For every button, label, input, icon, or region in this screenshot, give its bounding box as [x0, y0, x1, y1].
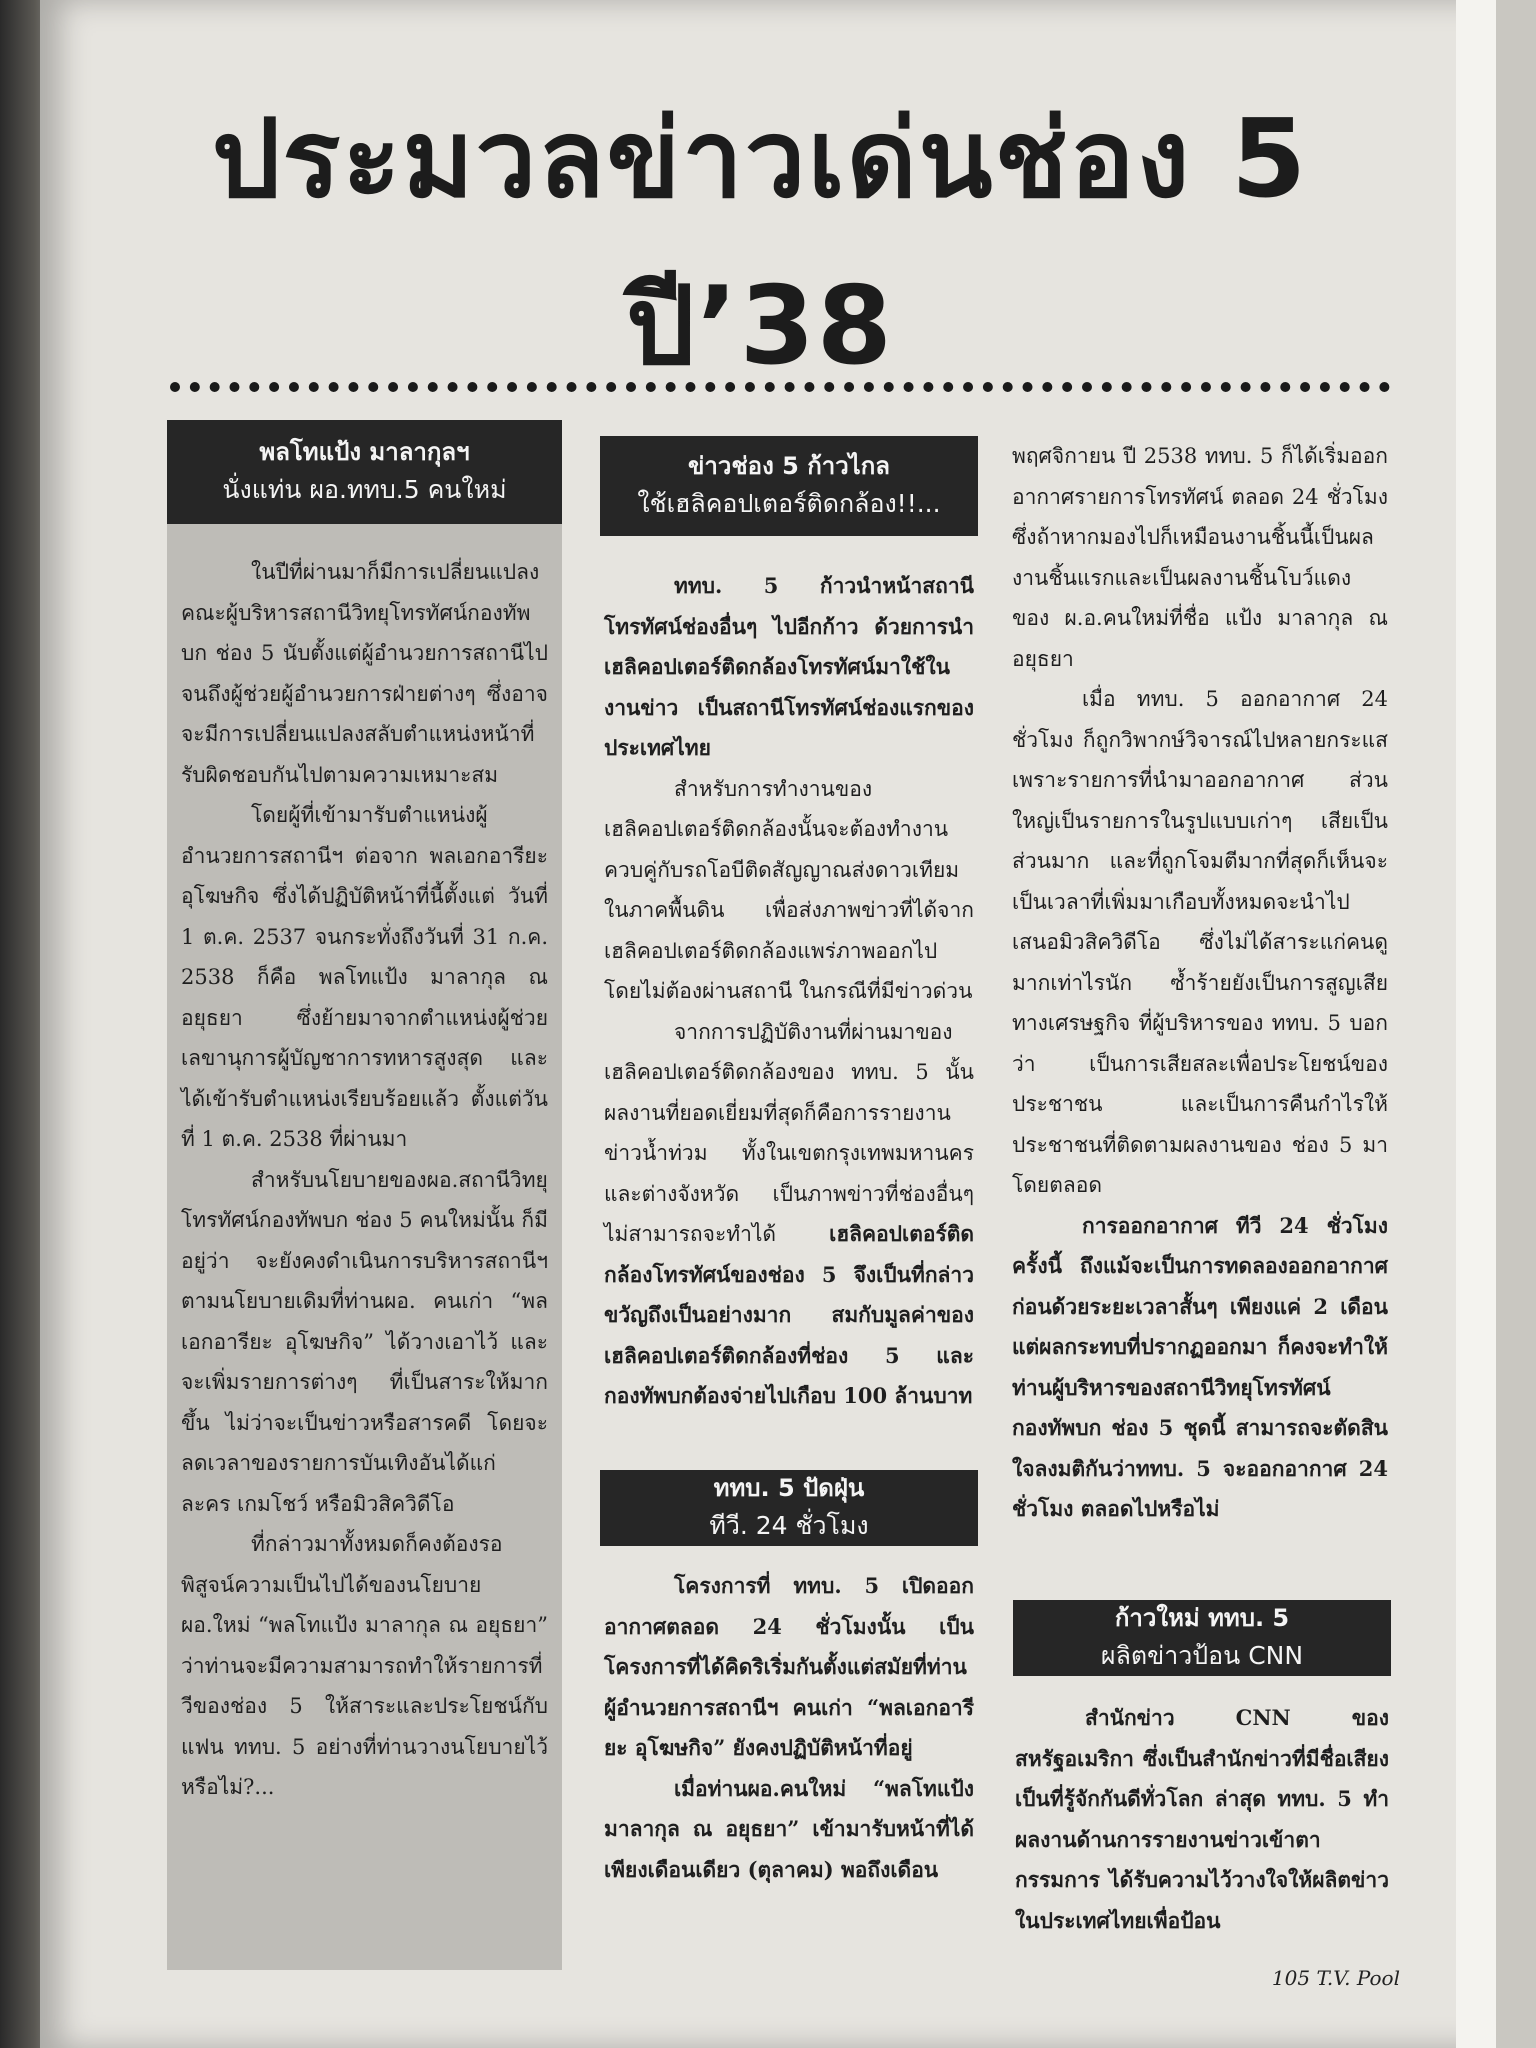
- headline-line-1: ประมวลข่าวเด่นช่อง 5: [211, 97, 1309, 222]
- column-2-paragraph: สำหรับการทำงานของเฮลิคอปเตอร์ติดกล้องนั้นจะต้องทำงานควบคู่กับรถโอบีติดสัญญาณส่งดาวเทียมในภาคพื้นดิน เพื่อส่งภาพข่าวที่ได้จากเฮลิคอปเตอร์ติดกล้องแพร่ภาพออกไปโดยไม่ต้องผ่านสถานี ในกรณีที่มีข่าวด่วน: [604, 776, 974, 1003]
- section-24-hours-subheading: ทีวี. 24 ชั่วโมง: [709, 1511, 869, 1540]
- column-1-paragraph: ที่กล่าวมาทั้งหมดก็คงต้องรอพิสูจน์ความเป็นไปได้ของนโยบายผอ.ใหม่ “พลโทแป้ง มาลากุล ณ อยุธยา” ว่าท่านจะมีความสามารถทำให้รายการที่วีของช่อง 5 ให้สาระและประโยชน์กับแฟน ททบ. 5 อย่างที่ท่านวางนโยบายไว้หรือไม่?...: [181, 1532, 548, 1799]
- column-1-box: [167, 420, 562, 1970]
- section-24-hours-header: [600, 1470, 978, 1546]
- section-24-hours-text-cont: เป็นโครงการที่ได้คิดริเริ่มกันตั้งแต่สมัยที่ท่านผู้อำนวยการสถานีฯ คนเก่า “พลเอกอารียะ อุโฆษกิจ” ยังคงปฏิบัติหน้าที่อยู่: [604, 1613, 974, 1760]
- column-2-lead-paragraph: ททบ. 5 ก้าวนำหน้าสถานีโทรทัศน์ช่องอื่นๆ ไปอีกก้าว ด้วยการนำเฮลิคอปเตอร์ติดกล้องโทรทัศน์มาใช้ในงานข่าว เป็นสถานีโทรทัศน์ช่องแรกของประเทศไทย: [604, 573, 974, 760]
- column-1-paragraph: สำหรับนโยบายของผอ.สถานีวิทยุโทรทัศน์กองทัพบก ช่อง 5 คนใหม่นั้น ก็มีอยู่ว่า จะยังคงดำเนินการบริหารสถานีฯ ตามนโยบายเดิมที่ท่านผอ. คนเก่า “พลเอกอารียะ อุโฆษกิจ” ได้วางเอาไว้ และจะเพิ่มรายการต่างๆ ที่เป็นสาระให้มากขึ้น ไม่ว่าจะเป็นข่าวหรือสารคดี โดยจะลดเวลาของรายการบันเทิงอันได้แก่ ละคร เกมโชว์ หรือมิวสิควิดีโอ: [181, 1167, 548, 1516]
- headline-line-2: ปี’38: [626, 264, 894, 389]
- column-1-body: [167, 524, 562, 1808]
- column-1-paragraph: ในปีที่ผ่านมาก็มีการเปลี่ยนแปลงคณะผู้บริหารสถานีวิทยุโทรทัศน์กองทัพบก ช่อง 5 นับตั้งแต่ผู้อำนวยการสถานีไปจนถึงผู้ช่วยผู้อำนวยการฝ่ายต่างๆ ซึ่งอาจจะมีการเปลี่ยนแปลงสลับตำแหน่งหน้าที่รับผิดชอบกันไปตามความเหมาะสม: [181, 560, 548, 787]
- section-24-hours-text: โครงการที่ ททบ. 5 เปิดออกอากาศตลอด 24 ชั่วโมงนั้น: [604, 1573, 974, 1639]
- column-2-heading: ข่าวช่อง 5 ก้าวไกล: [688, 452, 890, 480]
- column-3-paragraph: พฤศจิกายน ปี 2538 ททบ. 5 ก็ได้เริ่มออกอากาศรายการโทรทัศน์ ตลอด 24 ชั่วโมง ซึ่งถ้าหากมองไปก็เหมือนงานชิ้นนี้เป็นผลงานชิ้นแรกและเป็นผลงานชิ้นโบว์แดงของ ผ.อ.คนใหม่ที่ชื่อ แป้ง มาลากุล ณ อยุธยา: [1012, 444, 1388, 671]
- column-3-paragraph: การออกอากาศ ทีวี 24 ชั่วโมง ครั้งนี้ ถึงแม้จะเป็นการทดลองออกอากาศก่อนด้วยระยะเวลาสั้นๆ เพียงแค่ 2 เดือน แต่ผลกระทบที่ปรากฏออกมา ก็คงจะทำให้ท่านผู้บริหารของสถานีวิทยุโทรทัศน์กองทัพบก ช่อง 5 ชุดนี้ สามารถจะตัดสินใจลงมติกันว่าททบ. 5 จะออกอากาศ 24 ชั่วโมง ตลอดไปหรือไม่: [1012, 1212, 1388, 1521]
- section-cnn-subheading: ผลิตข่าวป้อน CNN: [1100, 1641, 1304, 1670]
- section-cnn-header: [1013, 1600, 1391, 1676]
- dotted-divider: [170, 382, 1390, 392]
- section-cnn-body: [1013, 1676, 1391, 1941]
- column-2-subheading: ใช้เฮลิคอปเตอร์ติดกล้อง!!...: [637, 489, 941, 518]
- column-2: [600, 436, 978, 1417]
- section-24-hours-paragraph: เมื่อท่านผอ.คนใหม่ “พลโทแป้ง มาลากุล ณ อยุธยา” เข้ามารับหน้าที่ได้เพียงเดือนเดียว (ตุลาคม) พอถึงเดือน: [604, 1775, 974, 1882]
- column-1-heading: พลโทแป้ง มาลากุลฯ: [259, 438, 470, 466]
- column-3-body: [1010, 436, 1390, 1530]
- column-1-subheading: นั่งแท่น ผอ.ททบ.5 คนใหม่: [222, 475, 507, 504]
- column-3: [1010, 436, 1390, 1530]
- section-24-hours-body: [600, 1546, 978, 1890]
- section-24-hours: [600, 1470, 978, 1890]
- section-cnn-heading: ก้าวใหม่ ททบ. 5: [1114, 1604, 1290, 1632]
- page-number: 105 T.V. Pool: [1271, 1966, 1400, 1990]
- column-2-paragraph-text: จากการปฏิบัติงานที่ผ่านมาของเฮลิคอปเตอร์ติดกล้องของ ททบ. 5 นั้น ผลงานที่ยอดเยี่ยมที่สุดก็คือการรายงานข่าวน้ำท่วม ทั้งในเขตกรุงเทพมหานคร และต่างจังหวัด เป็นภาพข่าวที่ช่องอื่นๆ ไม่สามารถจะทำได้: [604, 1019, 974, 1246]
- page-edge: [1456, 0, 1496, 2048]
- column-3-paragraph: เมื่อ ททบ. 5 ออกอากาศ 24 ชั่วโมง ก็ถูกวิพากษ์วิจารณ์ไปหลายกระแส เพราะรายการที่นำมาออกอากาศ ส่วนใหญ่เป็นรายการในรูปแบบเก่าๆ เสียเป็นส่วนมาก และที่ถูกโจมตีมากที่สุดก็เห็นจะเป็นเวลาที่เพิ่มมาเกือบทั้งหมดจะนำไปเสนอมิวสิควิดีโอ ซึ่งไม่ได้สาระแก่คนดูมากเท่าไรนัก ซ้ำร้ายยังเป็นการสูญเสียทางเศรษฐกิจ ที่ผู้บริหารของ ททบ. 5 บอกว่า เป็นการเสียสละเพื่อประโยชน์ของประชาชน และเป็นการคืนกำไรให้ประชาชนที่ติดตามผลงานของ ช่อง 5 มาโดยตลอด: [1012, 687, 1388, 1197]
- column-2-paragraph-bold: เฮลิคอปเตอร์ติดกล้องโทรทัศน์ของช่อง 5 จึงเป็นที่กล่าวขวัญถึงเป็นอย่างมาก สมกับมูลค่าของเฮลิคอปเตอร์ติดกล้องที่ช่อง 5 และกองทัพบกต้องจ่ายไปเกือบ 100 ล้านบาท: [604, 1221, 974, 1408]
- section-cnn-paragraph: สำนักข่าว CNN ของสหรัฐอเมริกา ซึ่งเป็นสำนักข่าวที่มีชื่อเสียงเป็นที่รู้จักกันดีทั่วโลก ล่าสุด ททบ. 5 ทำผลงานด้านการรายงานข่าวเข้าตากรรมการ ได้รับความไว้วางใจให้ผลิตข่าวในประเทศไทยเพื่อป้อน: [1015, 1705, 1389, 1933]
- column-1-header: [167, 420, 562, 524]
- section-24-hours-paragraph: [604, 1566, 974, 1769]
- column-2-paragraph: [604, 1012, 974, 1417]
- column-1-paragraph: โดยผู้ที่เข้ามารับตำแหน่งผู้อำนวยการสถานีฯ ต่อจาก พลเอกอารียะ อุโฆษกิจ ซึ่งได้ปฏิบัติหน้าที่นี้ตั้งแต่ วันที่ 1 ต.ค. 2537 จนกระทั่งถึงวันที่ 31 ก.ค. 2538 ก็คือ พลโทแป้ง มาลากุล ณ อยุธยา ซึ่งย้ายมาจากตำแหน่งผู้ช่วยเลขานุการผู้บัญชาการทหารสูงสุด และได้เข้ารับตำแหน่งเรียบร้อยแล้ว ตั้งแต่วันที่ 1 ต.ค. 2538 ที่ผ่านมา: [181, 803, 548, 1151]
- section-cnn: [1013, 1600, 1391, 1941]
- column-2-body: [600, 536, 978, 1417]
- column-2-header: [600, 436, 978, 536]
- section-24-hours-heading: ททบ. 5 ปัดฝุ่น: [713, 1474, 865, 1502]
